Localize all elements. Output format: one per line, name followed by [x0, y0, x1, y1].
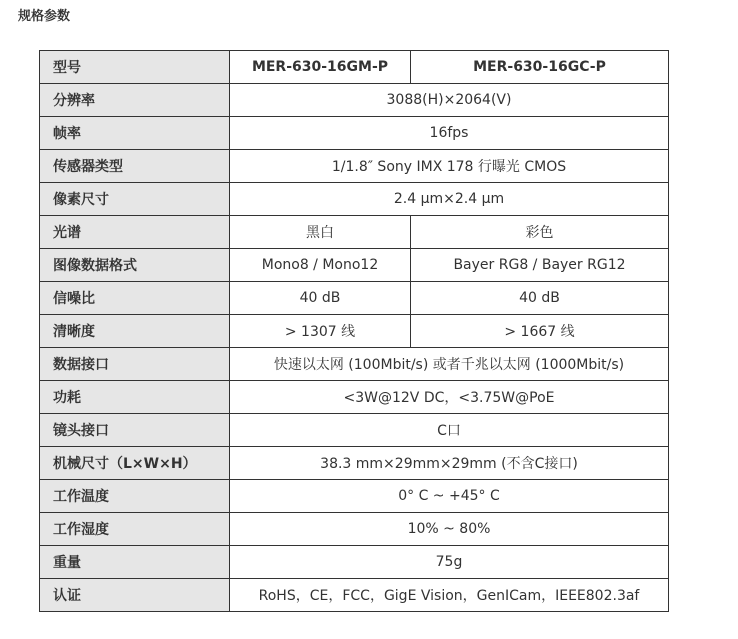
table-row [40, 150, 669, 183]
row-label: 信噪比 [40, 282, 230, 315]
row-value: 2.4 μm×2.4 μm [230, 183, 669, 216]
model-gc: MER-630-16GC-P [411, 51, 669, 84]
row-value-gc: 彩色 [411, 216, 669, 249]
table-row [40, 282, 669, 315]
row-label: 镜头接口 [40, 414, 230, 447]
row-label: 像素尺寸 [40, 183, 230, 216]
table-row [40, 414, 669, 447]
row-value-gm: 40 dB [230, 282, 411, 315]
table-row [40, 546, 669, 579]
row-label: 认证 [40, 579, 230, 612]
spec-table [39, 50, 669, 612]
row-label: 清晰度 [40, 315, 230, 348]
row-value-gm: Mono8 / Mono12 [230, 249, 411, 282]
row-label: 功耗 [40, 381, 230, 414]
model-gm: MER-630-16GM-P [230, 51, 411, 84]
row-value: 快速以太网 (100Mbit/s) 或者千兆以太网 (1000Mbit/s) [230, 348, 669, 381]
row-value: 10% ~ 80% [230, 513, 669, 546]
table-row [40, 84, 669, 117]
row-label: 图像数据格式 [40, 249, 230, 282]
table-row [40, 315, 669, 348]
row-value-gc: Bayer RG8 / Bayer RG12 [411, 249, 669, 282]
row-value: 38.3 mm×29mm×29mm (不含C接口) [230, 447, 669, 480]
row-value: C口 [230, 414, 669, 447]
row-label: 数据接口 [40, 348, 230, 381]
table-row [40, 513, 669, 546]
table-row [40, 381, 669, 414]
row-value: 75g [230, 546, 669, 579]
row-value-gc: > 1667 线 [411, 315, 669, 348]
row-value-gc: 40 dB [411, 282, 669, 315]
row-value-gm: 黑白 [230, 216, 411, 249]
table-row [40, 579, 669, 612]
table-row [40, 117, 669, 150]
row-label: 帧率 [40, 117, 230, 150]
row-value-gm: > 1307 线 [230, 315, 411, 348]
row-value: 16fps [230, 117, 669, 150]
row-value: 3088(H)×2064(V) [230, 84, 669, 117]
row-label: 重量 [40, 546, 230, 579]
row-label: 工作湿度 [40, 513, 230, 546]
table-row [40, 480, 669, 513]
row-value: 0° C ~ +45° C [230, 480, 669, 513]
table-header-row [40, 51, 669, 84]
row-value: RoHS，CE，FCC，GigE Vision，GenICam，IEEE802.3af [230, 579, 669, 612]
table-row [40, 348, 669, 381]
row-value: <3W@12V DC，<3.75W@PoE [230, 381, 669, 414]
table-row [40, 216, 669, 249]
table-row [40, 183, 669, 216]
section-title: 规格参数 [18, 9, 71, 24]
row-label: 工作温度 [40, 480, 230, 513]
row-label: 机械尺寸（L×W×H） [40, 447, 230, 480]
table-row [40, 447, 669, 480]
row-label: 分辨率 [40, 84, 230, 117]
row-value: 1/1.8″ Sony IMX 178 行曝光 CMOS [230, 150, 669, 183]
header-label: 型号 [40, 51, 230, 84]
row-label: 传感器类型 [40, 150, 230, 183]
row-label: 光谱 [40, 216, 230, 249]
table-row [40, 249, 669, 282]
